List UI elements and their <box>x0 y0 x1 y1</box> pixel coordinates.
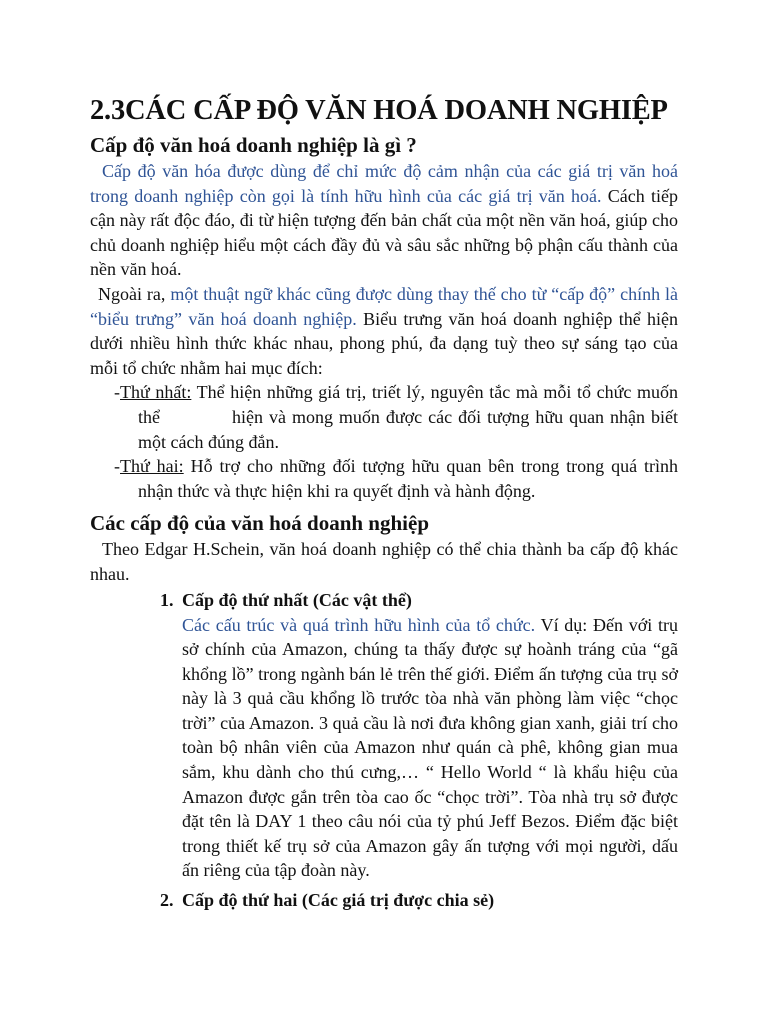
section-heading-levels: Các cấp độ của văn hoá doanh nghiệp <box>90 511 430 536</box>
page-title: 2.3CÁC CẤP ĐỘ VĂN HOÁ DOANH NGHIỆP <box>90 95 668 126</box>
bullet-label: Thứ nhất: <box>120 382 192 403</box>
paragraph-text: Cách tiếp cận này rất độc đáo, đi từ hiện tượng đến bản chất của một nền văn hoá, giúp cho chủ doanh nghiệp hiểu một cách đầy đủ và sâu sắc những bộ phận cấu thành của nền văn hoá. <box>90 185 678 280</box>
bullet-text: hiện và mong muốn được các đối tượng hữu quan nhận biết một cách đúng đắn. <box>138 406 678 452</box>
paragraph-text: Biểu trưng văn hoá doanh nghiệp thể hiện dưới nhiều hình thức khác nhau, phong phú, đa dạng tuỳ theo sự sáng tạo của mỗi tổ chức nhằm hai mục đích: <box>90 308 678 378</box>
bullet-text: Hỗ trợ cho những đối tượng hữu quan bên trong trong quá trình nhận thức và thực hiện khi ra quyết định và hành động. <box>138 456 678 501</box>
numbered-heading-level-2 <box>160 887 678 913</box>
numbered-heading-text: Cấp độ thứ nhất (Các vật thể) <box>182 589 412 610</box>
bullet-item-first <box>90 380 678 454</box>
list-number: 2. <box>160 890 174 911</box>
paragraph-level-1 <box>182 613 678 884</box>
document-content <box>90 94 678 913</box>
highlighted-level-text: Các cấu trúc và quá trình hữu hình của tổ chức. <box>182 614 536 635</box>
numbered-heading-level-1 <box>160 587 678 613</box>
paragraph-symbol <box>90 282 678 380</box>
paragraph-text: Ngoài ra, <box>98 283 171 304</box>
bullet-dash: - <box>114 382 120 403</box>
highlighted-symbol-text: một thuật ngữ khác cũng được dùng thay thế cho từ “cấp độ” chính là “biểu trưng” văn hoá doanh nghiệp. <box>90 283 678 329</box>
paragraph-intro: Theo Edgar H.Schein, văn hoá doanh nghiệp có thể chia thành ba cấp độ khác nhau. <box>90 539 678 584</box>
numbered-heading-text: Cấp độ thứ hai (Các giá trị được chia sẻ) <box>182 890 495 911</box>
highlighted-definition-text: Cấp độ văn hóa được dùng để chỉ mức độ cảm nhận của các giá trị văn hoá trong doanh nghiệp còn gọi là tính hữu hình của các giá trị văn hoá. <box>90 161 678 206</box>
bullet-item-second <box>90 454 678 503</box>
section-heading-definition: Cấp độ văn hoá doanh nghiệp là gì ? <box>90 133 417 157</box>
list-number: 1. <box>160 589 174 610</box>
bullet-label: Thứ hai: <box>120 456 184 477</box>
paragraph-text: Ví dụ: Đến với trụ sở chính của Amazon, chúng ta thấy được sự hoành tráng của “gã khổng lồ” trong ngành bán lẻ trên thế giới. Điểm ấn tượng của trụ sở này là 3 quả cầu khổng lồ trước tòa nhà văn phòng làm việc “chọc trời” của Amazon. 3 quả cầu là nơi đưa không gian xanh, giải trí cho toàn bộ nhân viên của Amazon như quán cà phê, không gian mua sắm, khu dành cho thú cưng,… “ Hello World “ là khẩu hiệu của Amazon được gắn trên tòa cao ốc “chọc trời”. Tòa nhà trụ sở được đặt tên là DAY 1 theo câu nói của tỷ phú Jeff Bezos. Điểm đặc biệt trong thiết kế trụ sở của Amazon gây ấn tượng với mọi người, dấu ấn riêng của tập đoàn này. <box>182 614 678 881</box>
paragraph-definition <box>90 159 678 282</box>
bullet-dash: - <box>114 456 120 477</box>
bullet-text: Thể hiện những giá trị, triết lý, nguyên tắc mà mỗi tổ chức muốn thể <box>138 382 678 427</box>
